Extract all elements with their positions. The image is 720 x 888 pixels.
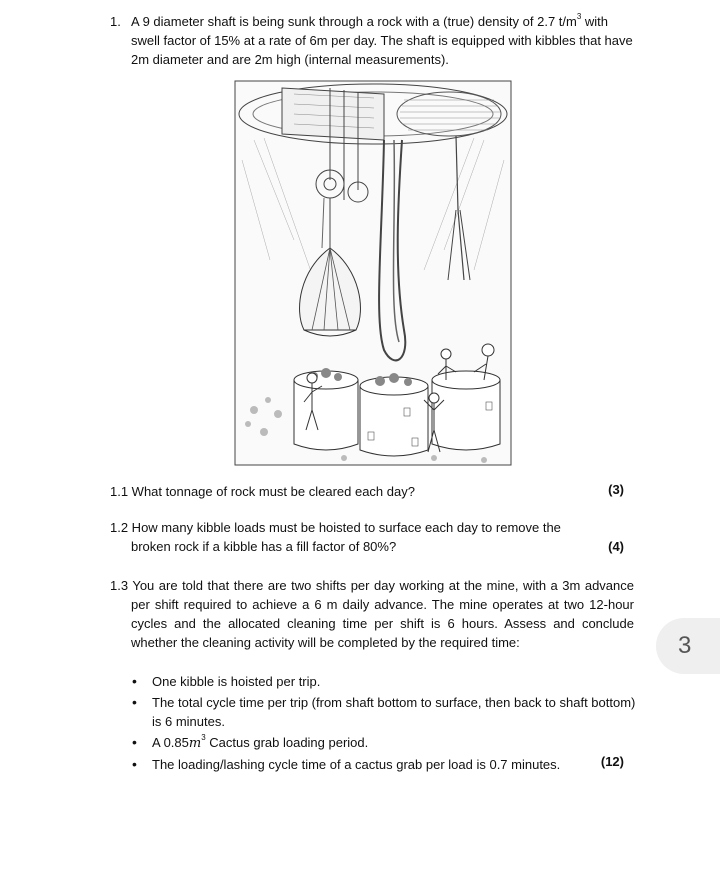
question-text-part-a: A 9 diameter shaft is being sunk through a rock with a (true) density of 2.7 t/m: [131, 14, 577, 29]
question-1-2-line2: broken rock if a kibble has a fill factor of 80%?: [131, 539, 397, 554]
question-1-intro: [110, 12, 640, 69]
question-1-2-line1: 1.2 How many kibble loads must be hoisted to surface each day to remove the: [110, 520, 561, 535]
question-1-1: [110, 482, 630, 501]
shaft-sinking-kibble-illustration: [234, 80, 512, 466]
question-1-3-marks: (12): [600, 754, 624, 769]
bullet-2: • The total cycle time per trip (from shaft bottom to surface, then back to shaft bottom) is 6 minutes.: [130, 693, 640, 731]
bullet-3-superscript: 3: [201, 733, 206, 742]
question-1-text: [131, 12, 640, 69]
question-1-3-text: 1.3 You are told that there are two shifts per day working at the mine, with a 3m advance per shift required to achieve a 6 m daily advance. The mine operates at two 12-hour cycles and the allocated cleaning time per shift is 6 hours. Assess and conclude whether the cleaning activity will be completed by the required time:: [110, 578, 634, 650]
question-1-2-marks: (4): [608, 539, 624, 554]
question-number: 1.: [110, 14, 121, 29]
bullet-3-part-a: A 0.85: [152, 735, 189, 750]
question-1-1-text: 1.1 What tonnage of rock must be cleared each day?: [110, 484, 415, 499]
question-1-3-bullets: [130, 672, 640, 776]
question-1-1-marks: (3): [608, 482, 624, 497]
page-number-badge[interactable]: 3: [656, 618, 720, 674]
bullet-4: • The loading/lashing cycle time of a cactus grab per load is 0.7 minutes.: [130, 755, 640, 774]
question-text-part-b: with swell factor of 15% at a rate of 6m per day. The shaft is equipped with kibbles that have 2m diameter and are 2m high (internal measurements).: [131, 14, 633, 67]
question-1-2: [110, 518, 630, 556]
bullet-3: [130, 733, 640, 753]
bullet-1: • One kibble is hoisted per trip.: [130, 672, 640, 691]
superscript-3: 3: [576, 12, 582, 21]
bullet-3-part-b: Cactus grab loading period.: [205, 735, 369, 750]
bullet-3-unit: m: [188, 736, 202, 751]
